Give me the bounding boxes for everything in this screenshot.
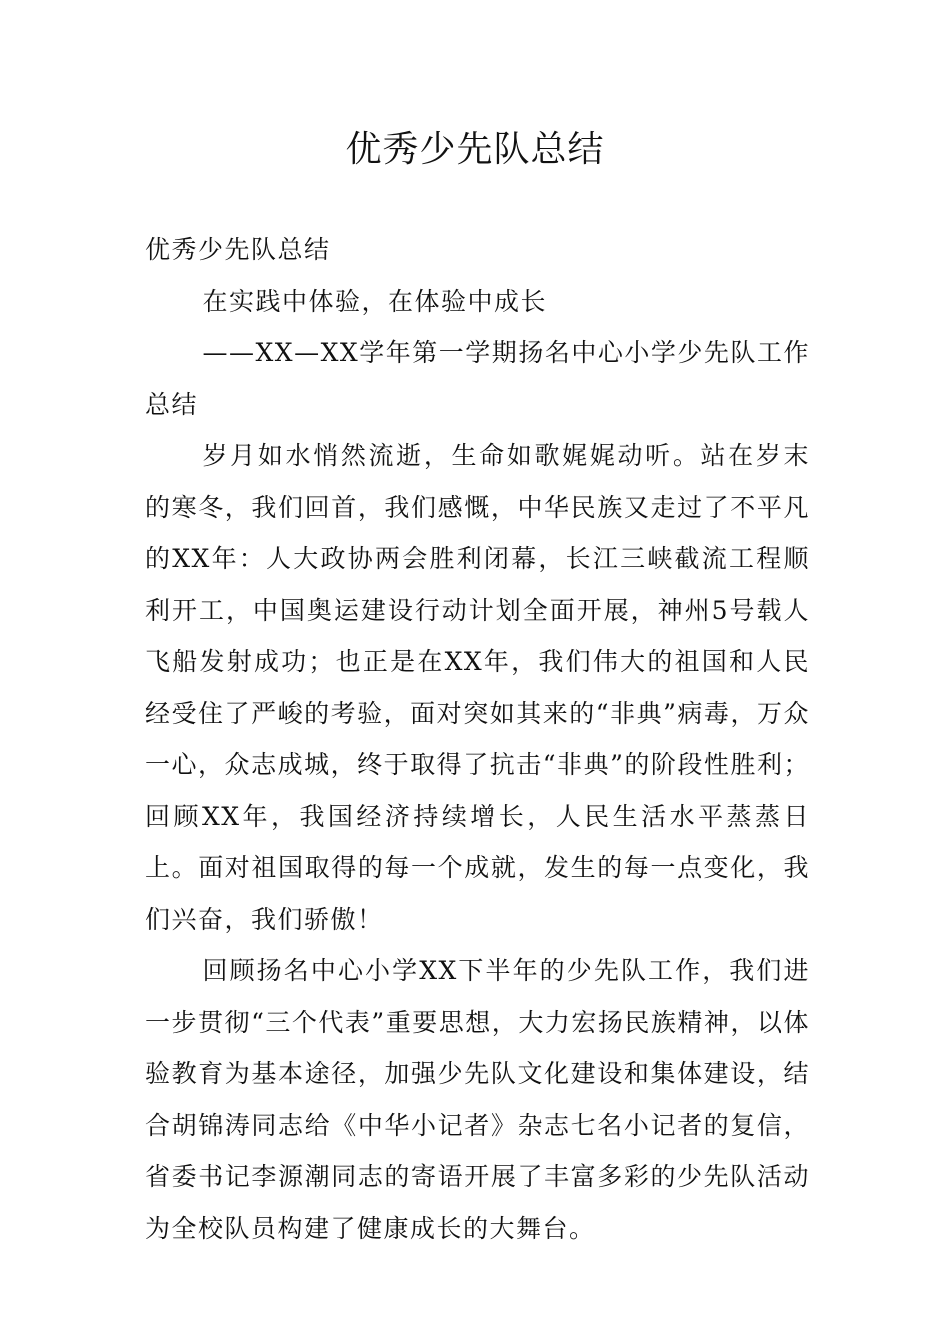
paragraph-1: 岁月如水悄然流逝，生命如歌娓娓动听。站在岁末的寒冬，我们回首，我们感慨，中华民族又走过了不平凡的XX年：人大政协两会胜利闭幕，长江三峡截流工程顺利开工，中国奥运建设行动计划全面开展，神州5号载人飞船发射成功；也正是在XX年，我们伟大的祖国和人民经受住了严峻的考验，面对突如其来的“非典”病毒，万众一心，众志成城，终于取得了抗击“非典”的阶段性胜利；回顾XX年，我国经济持续增长，人民生活水平蒸蒸日上。面对祖国取得的每一个成就，发生的每一点变化，我们兴奋，我们骄傲！ [145, 441, 810, 934]
heading-line: 优秀少先队总结 [145, 235, 331, 264]
document-title: 优秀少先队总结 [345, 129, 605, 170]
paragraph-2: 回顾扬名中心小学XX下半年的少先队工作，我们进一步贯彻“三个代表”重要思想，大力宏扬民族精神，以体验教育为基本途径，加强少先队文化建设和集体建设，结合胡锦涛同志给《中华小记者》杂志七名小记者的复信，省委书记李源潮同志的寄语开展了丰富多彩的少先队活动为全校队员构建了健康成长的大舞台。 [145, 956, 810, 1243]
dash-line: ——XX—XX学年第一学期扬名中心小学少先队工作总结 [145, 338, 810, 419]
subtitle-line: 在实践中体验，在体验中成长 [202, 286, 548, 316]
document-body [145, 224, 810, 1254]
